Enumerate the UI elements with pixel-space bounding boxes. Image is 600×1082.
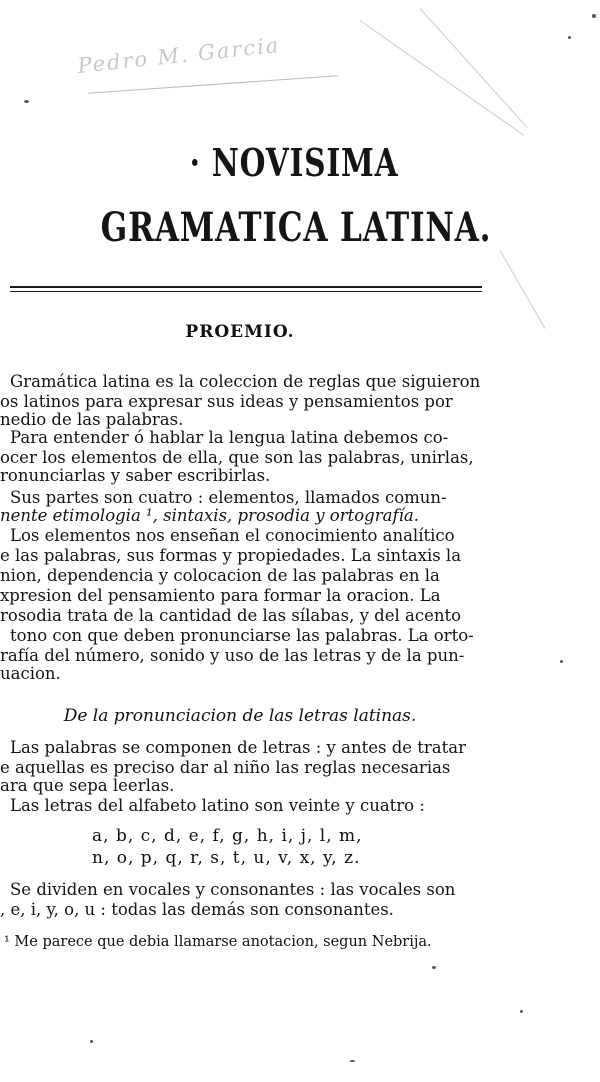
- text-line: nente etimologia ¹, sintaxis, prosodia y ortografía.: [0, 506, 419, 525]
- paper-speck: [520, 1010, 523, 1013]
- alphabet-line: n, o, p, q, r, s, t, u, v, x, y, z.: [92, 848, 361, 868]
- text-line: xpresion del pensamiento para formar la oracion. La: [0, 586, 441, 605]
- text-line: Gramática latina es la coleccion de reglas que siguieron: [10, 372, 481, 391]
- paper-speck: [432, 966, 436, 969]
- paper-crease: [420, 8, 528, 128]
- text-line: Las palabras se componen de letras : y antes de tratar: [10, 738, 466, 757]
- title-divider-bottom: [10, 291, 482, 292]
- text-line: Sus partes son cuatro : elementos, llamados comun-: [10, 488, 447, 507]
- text-line: e aquellas es preciso dar al niño las reglas necesarias: [0, 758, 451, 777]
- subsection-heading: De la pronunciacion de las letras latinas.: [63, 706, 417, 726]
- book-title-line2: GRAMATICA LATINA.: [100, 204, 492, 251]
- text-line: nion, dependencia y colocacion de las palabras en la: [0, 566, 440, 585]
- paper-crease: [500, 250, 546, 328]
- section-heading: PROEMIO.: [185, 322, 295, 342]
- text-line: Las letras del alfabeto latino son veinte y cuatro :: [10, 796, 425, 815]
- paper-speck: [350, 1060, 355, 1062]
- alphabet-line: a, b, c, d, e, f, g, h, i, j, l, m,: [92, 826, 363, 846]
- text-line: Se dividen en vocales y consonantes : las vocales son: [10, 880, 456, 899]
- footnote: ¹ Me parece que debia llamarse anotacion, segun Nebrija.: [4, 934, 432, 950]
- text-line: uacion.: [0, 664, 61, 683]
- text-line: os latinos para expresar sus ideas y pensamientos por: [0, 392, 453, 411]
- text-line: ara que sepa leerlas.: [0, 776, 175, 795]
- paper-speck: [560, 660, 563, 663]
- text-line: , e, i, y, o, u : todas las demás son consonantes.: [0, 900, 394, 919]
- paper-speck: [592, 14, 596, 18]
- title-divider-top: [10, 286, 482, 288]
- book-title-line1: · NOVISIMA: [189, 140, 399, 185]
- text-line: Para entender ó hablar la lengua latina debemos co-: [10, 428, 449, 447]
- text-line: rosodia trata de la cantidad de las sílabas, y del acento: [0, 606, 462, 625]
- paper-speck: [90, 1040, 93, 1043]
- paper-speck: [24, 100, 29, 103]
- text-line: e las palabras, sus formas y propiedades. La sintaxis la: [0, 546, 462, 565]
- paper-speck: [568, 36, 571, 39]
- text-line: ocer los elementos de ella, que son las palabras, unirlas,: [0, 448, 474, 467]
- text-line: ronunciarlas y saber escribirlas.: [0, 466, 271, 485]
- text-line: nedio de las palabras.: [0, 410, 184, 429]
- text-line: tono con que deben pronunciarse las palabras. La orto-: [10, 626, 474, 645]
- text-line: rafía del número, sonido y uso de las letras y de la pun-: [0, 646, 465, 665]
- paper-crease: [360, 20, 524, 136]
- ownership-stamp: Pedro M. Garcia: [76, 32, 282, 79]
- text-line: Los elementos nos enseñan el conocimiento analítico: [10, 526, 455, 545]
